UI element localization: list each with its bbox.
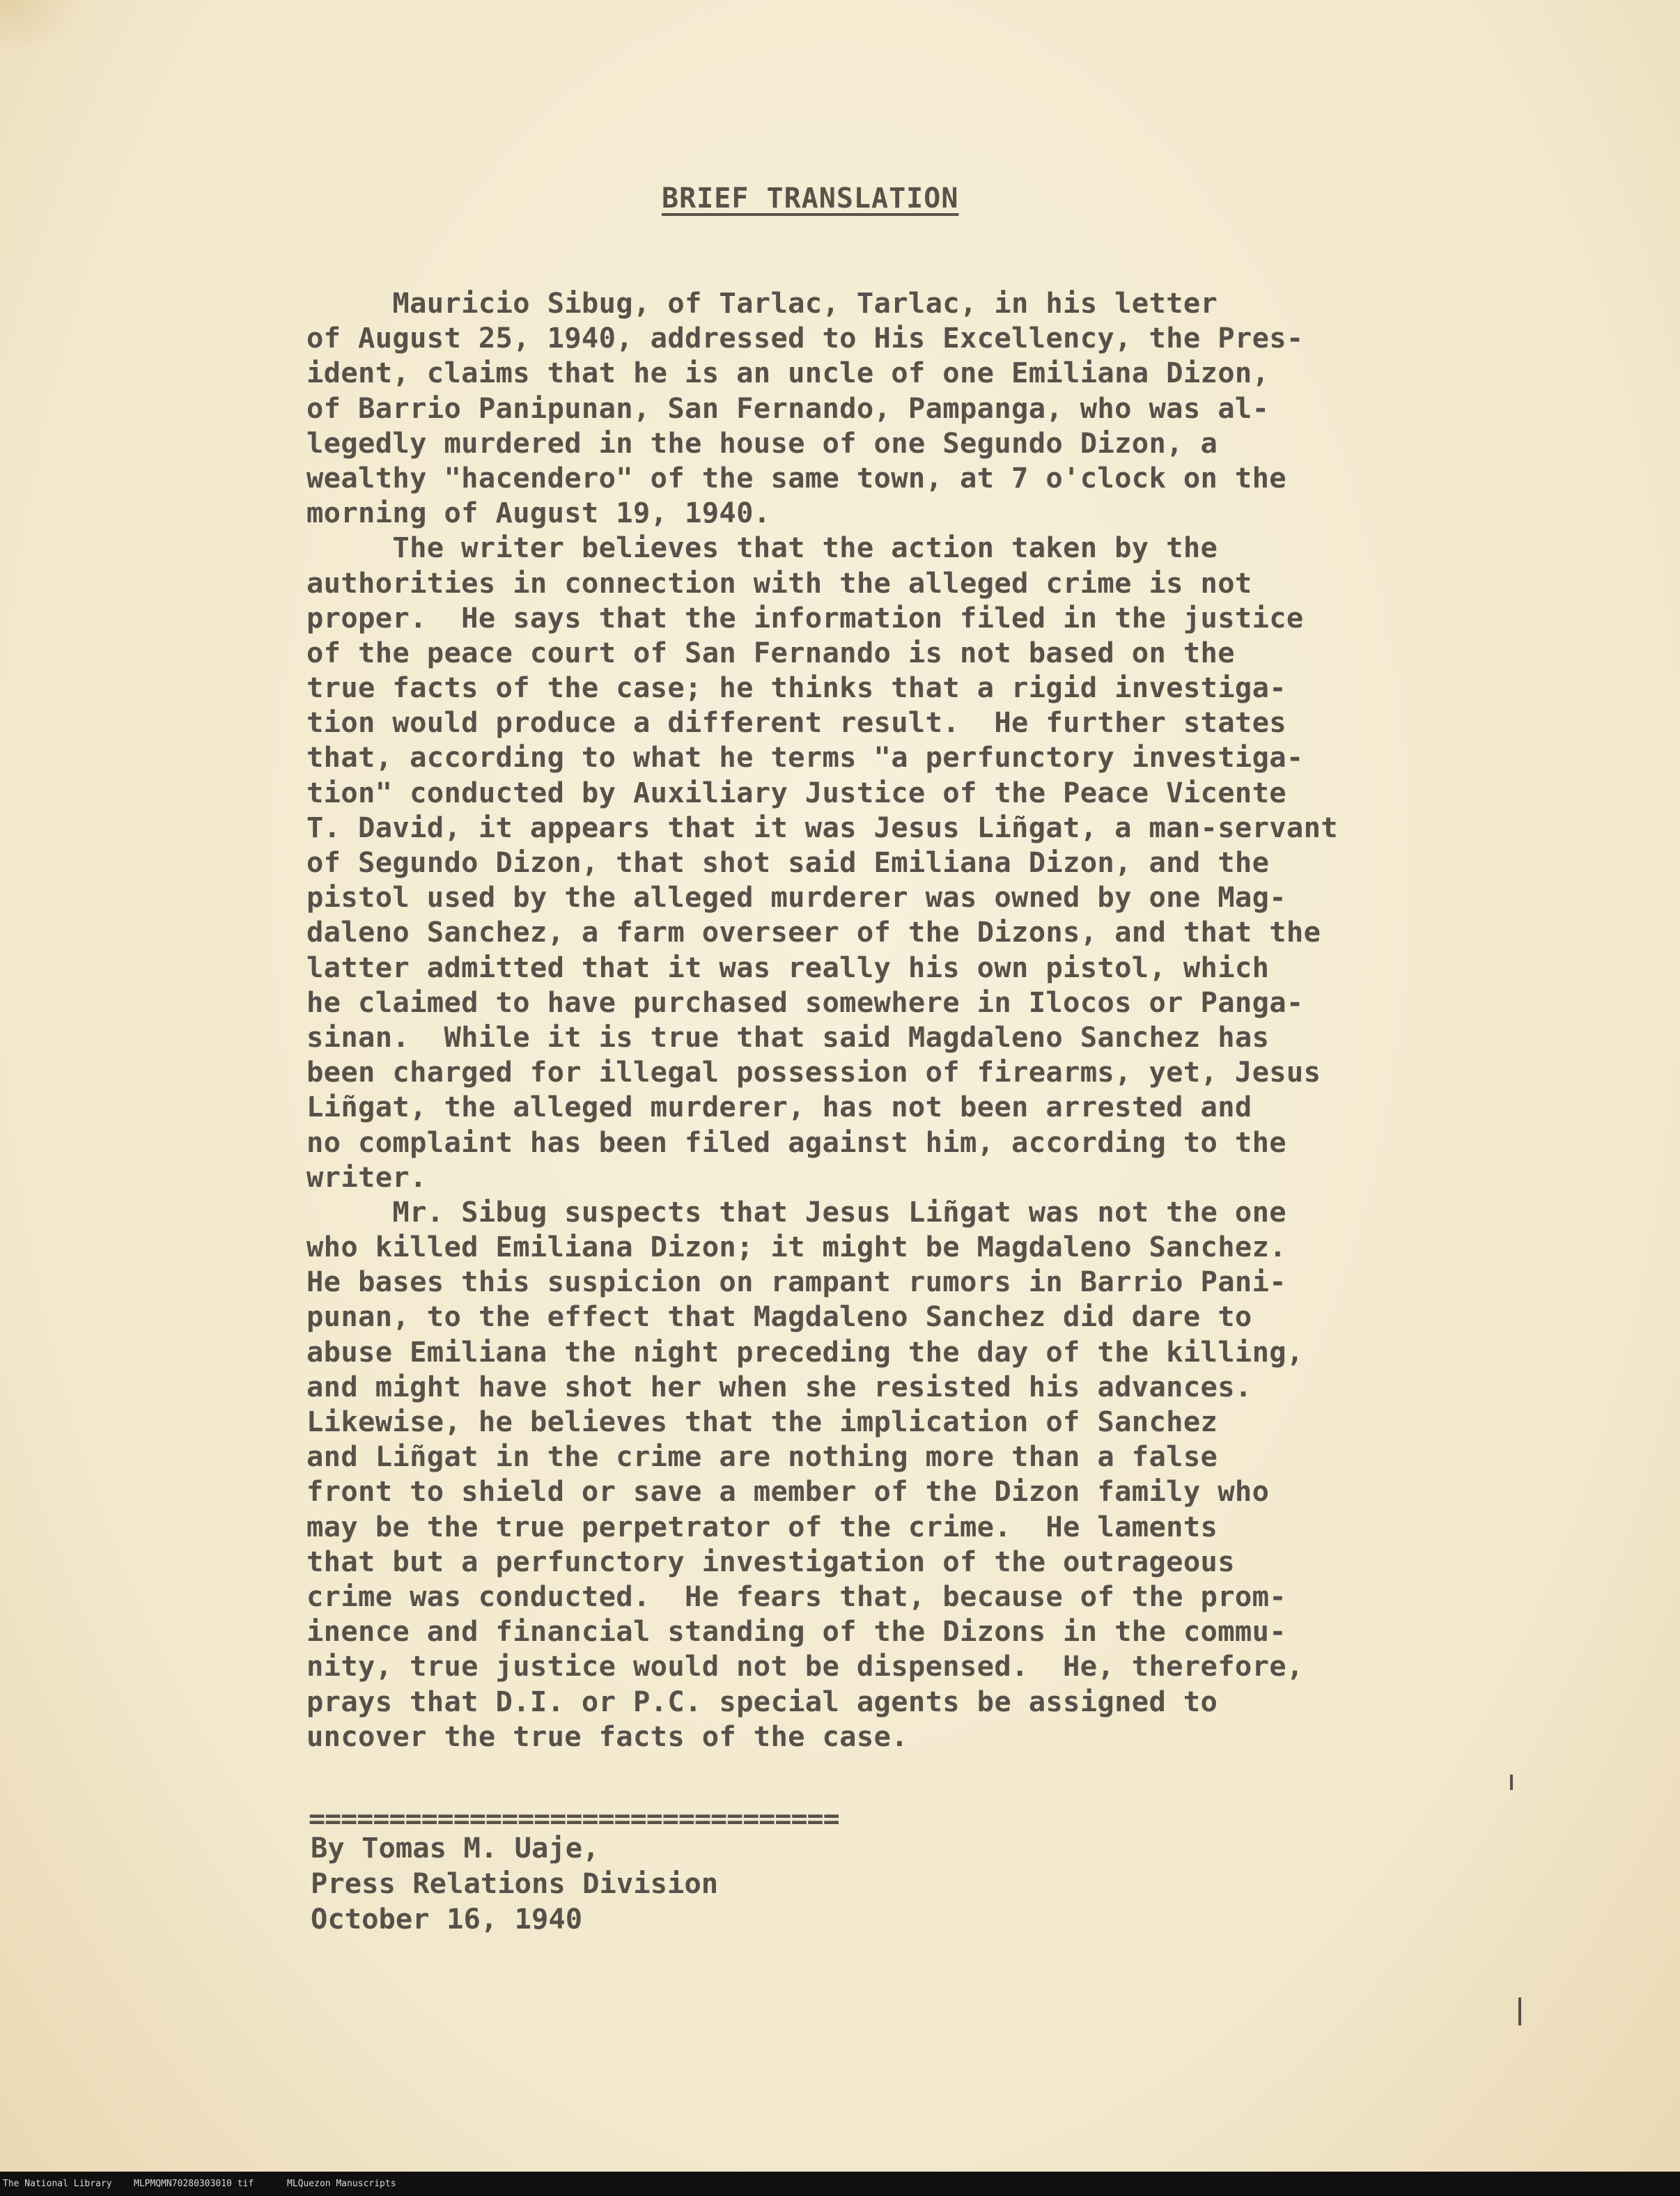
body-line: He bases this suspicion on rampant rumors in Barrio Pani- xyxy=(306,1265,1286,1299)
body-line: uncover the true facts of the case. xyxy=(306,1719,908,1753)
body-line: latter admitted that it was really his own pistol, which xyxy=(306,950,1270,984)
body-line: no complaint has been filed against him, according to the xyxy=(306,1125,1286,1159)
body-line: who killed Emiliana Dizon; it might be Magdaleno Sanchez. xyxy=(306,1230,1286,1264)
body-line: ident, claims that he is an uncle of one Emiliana Dizon, xyxy=(306,356,1270,390)
body-line: punan, to the effect that Magdaleno Sanchez did dare to xyxy=(306,1300,1252,1334)
body-line: pistol used by the alleged murderer was owned by one Mag- xyxy=(306,880,1286,914)
body-line: that, according to what he terms "a perfunctory investiga- xyxy=(306,740,1304,774)
signature-author: By Tomas M. Uaje, xyxy=(311,1831,600,1864)
body-line: may be the true perpetrator of the crime. He laments xyxy=(306,1509,1218,1543)
body-line: Liñgat, the alleged murderer, has not been arrested and xyxy=(306,1090,1252,1124)
scan-footer xyxy=(0,2172,1680,2196)
signature-block xyxy=(311,1830,718,1937)
body-line: tion would produce a different result. He further states xyxy=(306,706,1286,740)
separator-rule: ================================= xyxy=(309,1803,839,1835)
margin-mark xyxy=(1510,1775,1513,1790)
body-line: writer. xyxy=(306,1160,427,1194)
body-line: and might have shot her when she resisted his advances. xyxy=(306,1369,1252,1403)
body-line: The writer believes that the action taken by the xyxy=(306,531,1218,565)
body-line: that but a perfunctory investigation of the outrageous xyxy=(306,1544,1235,1578)
paper-stain xyxy=(0,0,84,56)
body-line: legedly murdered in the house of one Segundo Dizon, a xyxy=(306,426,1218,460)
body-line: Mauricio Sibug, of Tarlac, Tarlac, in his letter xyxy=(306,286,1218,320)
body-line: wealthy "hacendero" of the same town, at 7 o'clock on the xyxy=(306,460,1286,495)
footer-file: MLPMQMN70280303010 tif xyxy=(134,2179,254,2189)
body-line: Mr. Sibug suspects that Jesus Liñgat was not the one xyxy=(306,1194,1286,1229)
body-line: of Barrio Panipunan, San Fernando, Pampanga, who was al- xyxy=(306,391,1270,425)
document-title: BRIEF TRANSLATION xyxy=(662,182,959,215)
body-line: Likewise, he believes that the implication of Sanchez xyxy=(306,1405,1218,1438)
footer-library: The National Library xyxy=(3,2179,112,2189)
body-line: sinan. While it is true that said Magdaleno Sanchez has xyxy=(306,1020,1270,1054)
body-line: prays that D.I. or P.C. special agents be assigned to xyxy=(306,1684,1218,1718)
body-line: proper. He says that the information filed in the justice xyxy=(306,600,1304,634)
body-line: abuse Emiliana the night preceding the day of the killing, xyxy=(306,1334,1304,1369)
body-line: authorities in connection with the alleged crime is not xyxy=(306,566,1252,600)
body-line: of August 25, 1940, addressed to His Excellency, the Pres- xyxy=(306,321,1304,355)
body-line: of Segundo Dizon, that shot said Emiliana Dizon, and the xyxy=(306,846,1270,879)
body-line: tion" conducted by Auxiliary Justice of the Peace Vicente xyxy=(306,775,1286,809)
body-line: true facts of the case; he thinks that a rigid investiga- xyxy=(306,671,1286,705)
body-line: nity, true justice would not be dispensed. He, therefore, xyxy=(306,1649,1304,1683)
body-line: inence and financial standing of the Dizons in the commu- xyxy=(306,1614,1286,1649)
body-line: he claimed to have purchased somewhere in Ilocos or Panga- xyxy=(306,985,1304,1019)
body-line: front to shield or save a member of the Dizon family who xyxy=(306,1474,1270,1509)
body-line: been charged for illegal possession of firearms, yet, Jesus xyxy=(306,1055,1321,1089)
body-line: T. David, it appears that it was Jesus Liñgat, a man-servant xyxy=(306,810,1338,844)
signature-date: October 16, 1940 xyxy=(311,1902,583,1936)
document-body xyxy=(306,286,1553,1754)
body-line: crime was conducted. He fears that, because of the prom- xyxy=(306,1579,1286,1613)
body-line: and Liñgat in the crime are nothing more than a false xyxy=(306,1440,1218,1474)
body-line: of the peace court of San Fernando is not based on the xyxy=(306,635,1235,669)
footer-collection: MLQuezon Manuscripts xyxy=(287,2179,396,2189)
body-line: daleno Sanchez, a farm overseer of the Dizons, and that the xyxy=(306,915,1321,949)
margin-mark xyxy=(1518,1998,1521,2025)
body-line: morning of August 19, 1940. xyxy=(306,496,771,530)
signature-division: Press Relations Division xyxy=(311,1867,719,1900)
